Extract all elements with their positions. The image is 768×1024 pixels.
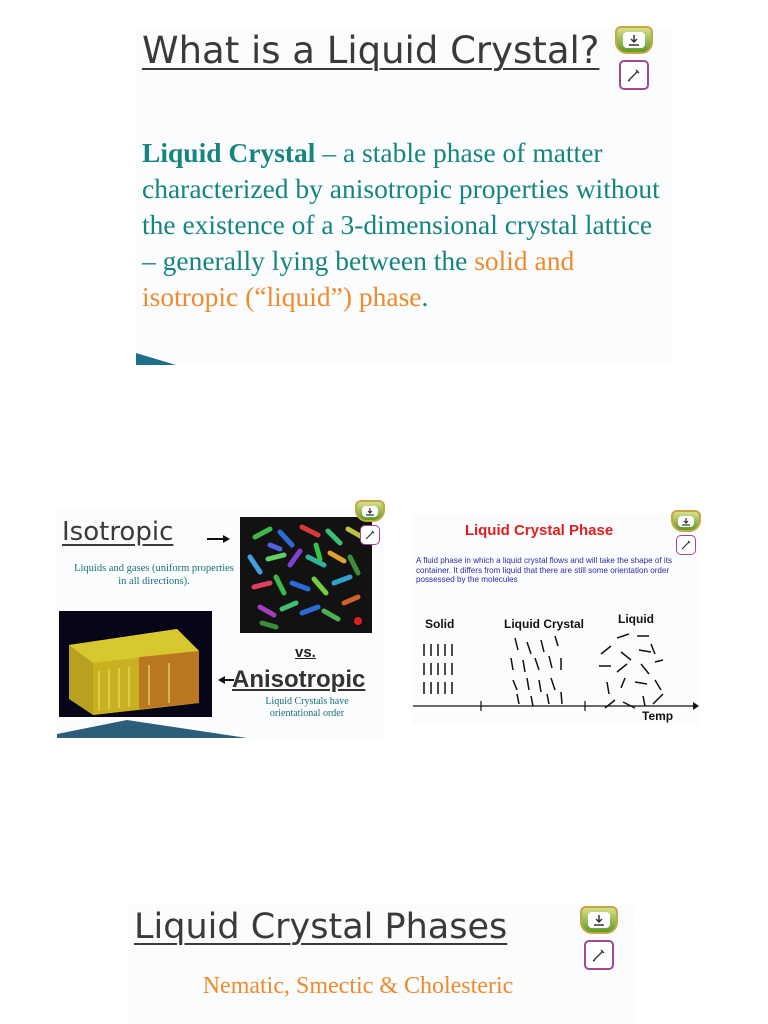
phase-label-solid: Solid — [425, 617, 455, 631]
slide-liquid-crystal-phases — [128, 905, 636, 1024]
phase-label-liquid-crystal: Liquid Crystal — [504, 617, 585, 631]
vs-label: vs. — [295, 644, 316, 661]
definition-term: Liquid Crystal — [142, 137, 316, 168]
liquid-crystal-molecules — [511, 636, 562, 706]
slide-title: What is a Liquid Crystal? — [142, 29, 600, 72]
edit-icon — [626, 67, 642, 83]
definition-end: . — [421, 281, 429, 312]
slide-title: Liquid Crystal Phases — [134, 907, 508, 947]
slide-toolbar — [580, 906, 618, 970]
edit-icon — [591, 947, 607, 963]
phase-label-liquid: Liquid — [618, 612, 654, 626]
download-button[interactable] — [355, 500, 385, 522]
phase-description: A fluid phase in which a liquid crystal flows and will take the shape of its container. It differs from liquid that there are still some orientation order possessed by the molecules — [416, 556, 672, 584]
download-icon — [365, 507, 375, 516]
isotropic-subtitle: Liquids and gases (uniform properties in all directions). — [74, 563, 234, 587]
slide-isotropic-vs-anisotropic — [57, 507, 384, 738]
slide-subtitle: Nematic, Smectic & Cholesteric — [202, 973, 514, 999]
download-icon — [681, 517, 691, 526]
slide-what-is-liquid-crystal — [136, 27, 672, 365]
temp-axis-label: Temp — [642, 709, 674, 723]
edit-button[interactable] — [619, 60, 649, 90]
edit-button[interactable] — [676, 535, 696, 555]
isotropic-molecules-image — [240, 517, 372, 633]
download-button[interactable] — [615, 26, 653, 54]
slide-toolbar — [615, 26, 653, 90]
definition-text — [142, 135, 667, 315]
slide-title: Liquid Crystal Phase — [464, 522, 614, 539]
definition-highlight: solid and isotropic (“liquid”) phase — [142, 245, 575, 312]
edit-button[interactable] — [584, 940, 614, 970]
anisotropic-molecules-image — [59, 611, 212, 717]
download-button[interactable] — [671, 510, 701, 532]
solid-molecules — [424, 644, 452, 694]
download-icon — [592, 914, 606, 927]
definition-body: – a stable phase of matter characterized by anisotropic properties without the existence of a 3-dimensional crystal lattice – generally lying between the — [142, 137, 660, 276]
edit-icon — [680, 539, 692, 551]
anisotropic-title: Anisotropic — [232, 666, 366, 693]
slide-corner-decoration — [136, 349, 176, 365]
anisotropic-subtitle: Liquid Crystals have orientational order — [265, 696, 349, 719]
liquid-molecules — [599, 634, 663, 708]
edit-button[interactable] — [360, 525, 380, 545]
axis-arrow — [693, 702, 699, 710]
edit-icon — [364, 529, 376, 541]
arrow-right-icon — [207, 534, 231, 544]
slide-corner-decoration — [57, 712, 247, 738]
slide-toolbar — [355, 500, 385, 545]
download-button[interactable] — [580, 906, 618, 934]
download-icon — [627, 34, 641, 47]
isotropic-title: Isotropic — [62, 517, 174, 547]
slide-liquid-crystal-phase — [411, 514, 699, 725]
slide-toolbar — [671, 510, 701, 555]
